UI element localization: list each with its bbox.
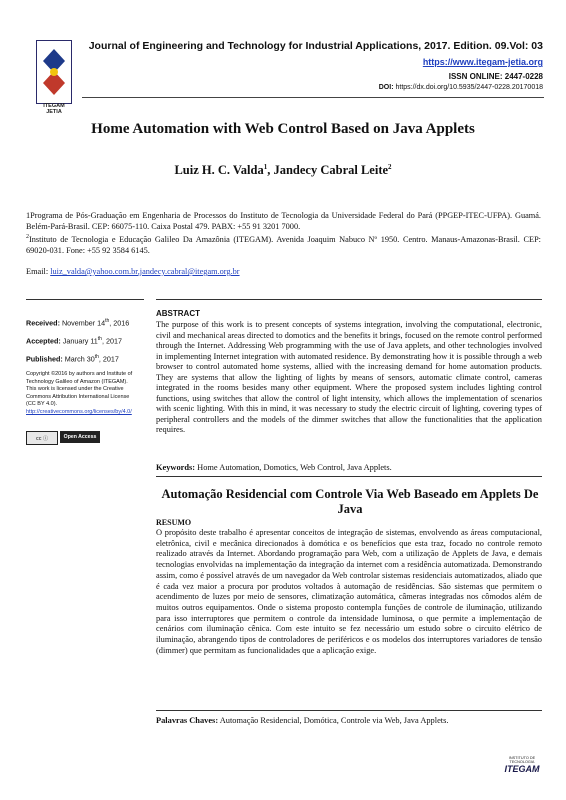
author-2: Jandecy Cabral Leite bbox=[273, 163, 389, 178]
received-year: , 2016 bbox=[109, 318, 130, 328]
journal-logo-label: ITEGAM JETIA bbox=[43, 103, 65, 115]
journal-issn: ISSN ONLINE: 2447-0228 bbox=[448, 72, 543, 81]
email-line bbox=[26, 267, 541, 276]
published-label: Published: bbox=[26, 354, 63, 364]
published-value: March 30 bbox=[62, 354, 95, 364]
palavras-chaves-line bbox=[156, 716, 542, 725]
journal-logo bbox=[36, 40, 72, 104]
author-1-sup: 1 bbox=[263, 163, 268, 171]
resumo-text: O propósito deste trabalho é apresentar conceitos de integração de sistemas, envolvendo as áreas computacional, eletrônica, civil e mecânica direcionados à domótica e os benefícios que esta traz, focado no controle remoto realizado através da Internet. Abordando programação para Web, com a utilização de Applets de Java, e demais tecnologias envolvidas na implementação da integração da internet com a residência automatizada. Demonstrando assim, como é possível através de um navegador da Web controlar sistemas residenciais automatizados, aliado que é cada vez maior a procura por produtos voltados à automação de residências. São sistemas que permitem o acendimento de luzes por meio de sensores, climatização automática, câmeras integradas nos cômodos além de muitos outros equipamentos. Onde o sistema proposto contempla funções de controle de iluminação, utilizando para isso interruptores que permitem o controle da intensidade luminosa, o que permite a implementação de cenários com iluminação cênica. Com este intuito se fez necessário um estudo sobre o circuito elétrico de iluminação, abrangendo tipos de controladores de periféricos e os modelos dos interruptores variadores de tensão (dimmer) que permitam as funcionalidades que a aplicação exige. bbox=[156, 528, 542, 655]
author-1: Luiz H. C. Valda bbox=[174, 163, 264, 178]
journal-doi bbox=[300, 84, 543, 91]
doi-label: DOI: bbox=[378, 84, 394, 91]
abstract-text: The purpose of this work is to present concepts of systems integration, involving the computational, electronic, civil and mechanical areas directed to domotics and the benefits it brings, focused on the remote control performed through the Internet. Addressing Web programming with the use of Java applets, and other technologies involved in implementing Internet integration with automated residence. By demonstrating how it is possible through a web browser to control automated home systems, allied with the increasing demand for home automation products. They are systems that allow the lighting of lights by means of sensors, automatic climate control, cameras integrated in the rooms besides many other equipment. Where the proposed system includes lighting control functions, using switches that allow the control of light intensity, which allows the implementation of scenarios with scenic lighting. With this in mind, it was necessary to study the electric circuit of lighting, covering types of peripheral controllers and the models of the dimmer switches that allow the functionalities that the application requires. bbox=[156, 320, 542, 434]
left-column-divider bbox=[26, 299, 144, 300]
palavras-chaves-label: Palavras Chaves: bbox=[156, 716, 219, 725]
received-value: November 14 bbox=[59, 318, 106, 328]
keywords-value: Home Automation, Domotics, Web Control, Java Applets. bbox=[195, 463, 392, 472]
license-text: Copyright ©2016 by authors and Institute of Technology Galileo of Amazon (ITEGAM). This work is licensed under the Creative Commons Attribution International License (CC BY 4.0). bbox=[26, 371, 133, 408]
resumo-divider bbox=[156, 710, 542, 711]
abstract-top-divider bbox=[156, 299, 542, 300]
accepted-sup: th bbox=[97, 336, 102, 342]
license-link[interactable]: http://creativecommons.org/licenses/by/4.0/ bbox=[26, 408, 132, 415]
email-label: Email: bbox=[26, 267, 51, 276]
published-year: , 2017 bbox=[98, 354, 119, 364]
abstract-heading: ABSTRACT bbox=[156, 309, 200, 318]
accepted-value: January 11 bbox=[60, 336, 98, 346]
keywords-line bbox=[156, 463, 542, 472]
accepted-date bbox=[26, 336, 122, 345]
author-2-sup: 2 bbox=[388, 163, 392, 171]
accepted-label: Accepted: bbox=[26, 336, 61, 346]
affiliation-2-sup: 2 bbox=[26, 234, 29, 240]
paper-title: Home Automation with Web Control Based on Java Applets bbox=[91, 121, 475, 137]
received-sup: th bbox=[105, 318, 110, 324]
paper-authors bbox=[30, 163, 536, 178]
affiliation-2 bbox=[26, 232, 541, 256]
accepted-year: , 2017 bbox=[101, 336, 122, 346]
received-date bbox=[26, 318, 129, 327]
license-notice bbox=[26, 371, 136, 417]
journal-url-link[interactable]: https://www.itegam-jetia.org bbox=[422, 57, 543, 67]
portuguese-title: Automação Residencial com Controle Via Web Baseado em Applets De Java bbox=[161, 487, 539, 516]
journal-title: Journal of Engineering and Technology for Industrial Applications, 2017. Edition. 09.Vol: 03 bbox=[88, 40, 543, 52]
affiliation-1: 1Programa de Pós-Graduação em Engenharia de Processos do Instituto de Tecnologia da Universidade Federal do Pará (PPGEP-ITEC-UFPA). Guamá. Belém-Pará-Brasil. CEP: 66075-110. Caixa Postal 479. PABX: +55 91 3201 7000. bbox=[26, 211, 541, 231]
affiliation-2-text: Instituto de Tecnologia e Educação Galileo Da Amazônia (ITEGAM). Avenida Joaquim Nabuco Nº 1950. Centro. Manaus-Amazonas-Brasil. CEP: 69020-031. Fone: +55 92 3584 6145. bbox=[26, 234, 541, 255]
palavras-chaves-value: Automação Residencial, Domótica, Controle via Web, Java Applets. bbox=[218, 716, 449, 725]
abstract-bottom-divider bbox=[156, 476, 542, 477]
header-divider bbox=[82, 97, 544, 98]
author-separator: , bbox=[267, 163, 274, 178]
footer-logo-name: ITEGAM bbox=[504, 764, 540, 774]
footer-logo-top: INSTITUTO DE TECNOLOGIA bbox=[508, 756, 536, 764]
cc-by-badge[interactable] bbox=[26, 431, 58, 445]
footer-logo bbox=[498, 756, 546, 774]
keywords-label: Keywords: bbox=[156, 463, 196, 472]
resumo-heading: RESUMO bbox=[156, 518, 192, 527]
email-link[interactable]: luiz_valda@yahoo.com.br,jandecy.cabral@itegam.org.br bbox=[50, 267, 240, 276]
published-sup: th bbox=[94, 354, 99, 360]
doi-value[interactable]: https://dx.doi.org/10.5935/2447-0228.20170018 bbox=[395, 84, 543, 91]
received-label: Received: bbox=[26, 318, 60, 328]
published-date bbox=[26, 354, 119, 363]
open-access-badge[interactable]: Open Access bbox=[60, 431, 100, 443]
cc-by-badge-label: cc ⓘ bbox=[35, 435, 49, 442]
